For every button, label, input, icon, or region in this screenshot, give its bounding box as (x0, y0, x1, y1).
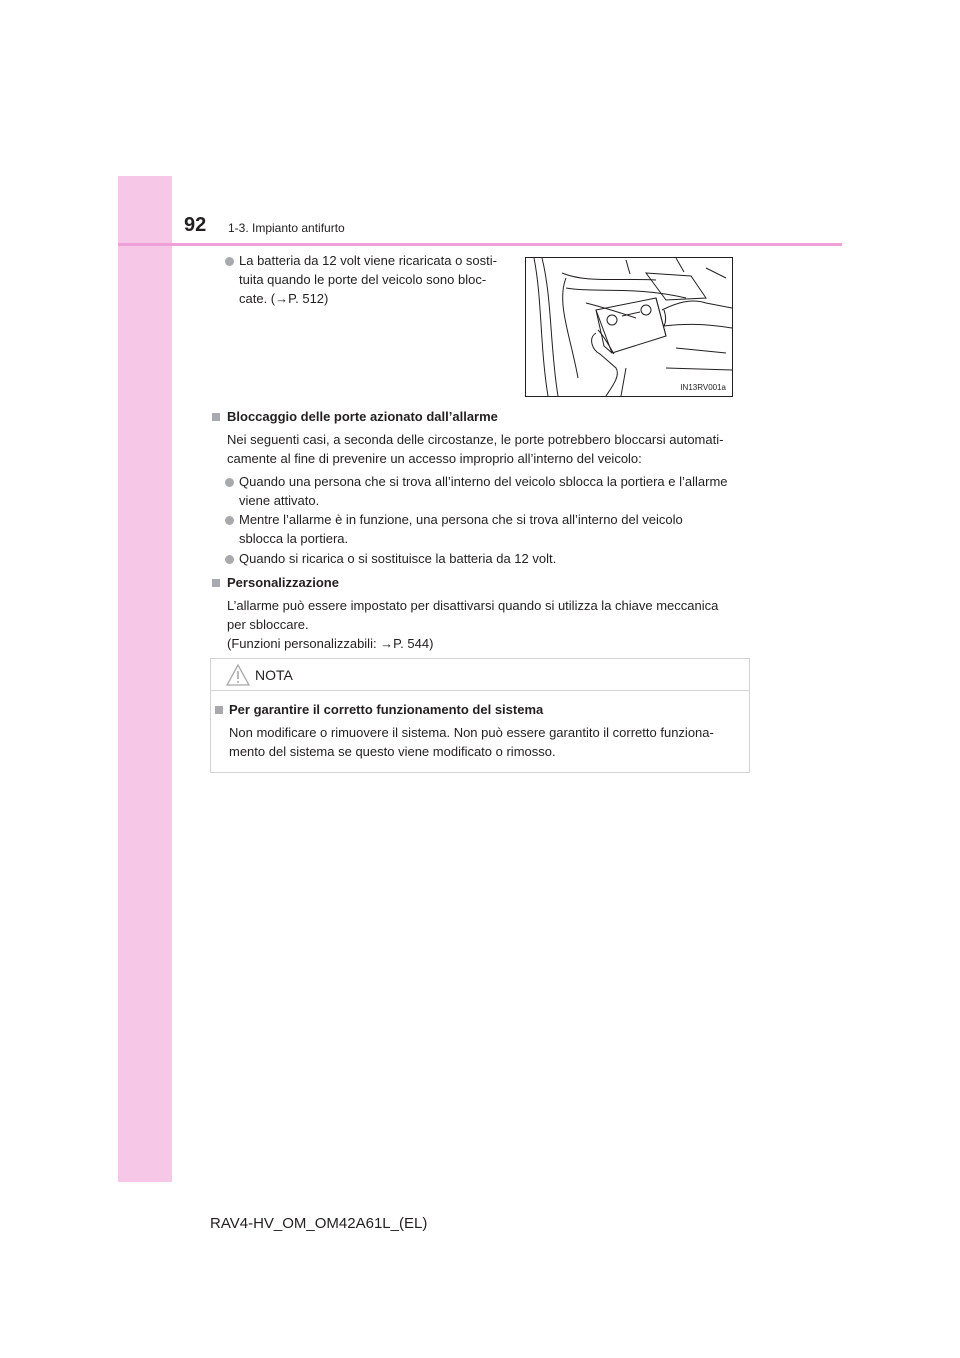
notice-body-line-2: mento del sistema se questo viene modificato o rimosso. (229, 744, 556, 759)
notice-divider (211, 690, 749, 691)
figure-code: IN13RV001a (680, 383, 726, 392)
page-number: 92 (184, 214, 207, 236)
notice-label: NOTA (255, 667, 293, 683)
intro-bullet-line-2: tuita quando le porte del veicolo sono bloc- (239, 272, 487, 287)
notice-title: Per garantire il corretto funzionamento del sistema (229, 702, 544, 717)
custom-body-line-3: (Funzioni personalizzabili: →P. 544) (227, 636, 434, 651)
chapter-side-band (118, 176, 172, 1182)
bullet-icon (225, 555, 234, 564)
header-rule (118, 243, 842, 246)
warning-triangle-icon (226, 664, 250, 686)
intro-bullet-line-1: La batteria da 12 volt viene ricaricata o sosti- (239, 253, 497, 268)
custom-section-title: Personalizzazione (227, 575, 339, 590)
bullet-icon (225, 478, 234, 487)
custom-body-line-1: L’allarme può essere impostato per disattivarsi quando si utilizza la chiave meccanica (227, 598, 719, 613)
section-square-icon (215, 706, 223, 714)
notice-box (210, 658, 750, 773)
lock-bullet-3-line-1: Quando si ricarica o si sostituisce la batteria da 12 volt. (239, 551, 557, 566)
custom-body-line-2: per sbloccare. (227, 617, 309, 632)
intro-bullet-line-3: cate. (→P. 512) (239, 291, 329, 306)
lock-bullet-2-line-2: sblocca la portiera. (239, 531, 349, 546)
lock-section-title: Bloccaggio delle porte azionato dall’allarme (227, 409, 498, 424)
lock-body-line-2: camente al fine di prevenire un accesso improprio all’interno del veicolo: (227, 451, 642, 466)
section-title: 1-3. Impianto antifurto (228, 221, 345, 235)
lock-body-line-1: Nei seguenti casi, a seconda delle circostanze, le porte potrebbero bloccarsi automati- (227, 432, 724, 447)
section-square-icon (212, 413, 220, 421)
lock-bullet-1-line-1: Quando una persona che si trova all’interno del veicolo sblocca la portiera e l’allarme (239, 474, 728, 489)
lock-bullet-2-line-1: Mentre l’allarme è in funzione, una persona che si trova all’interno del veicolo (239, 512, 683, 527)
bullet-icon (225, 257, 234, 266)
footer-code: RAV4-HV_OM_OM42A61L_(EL) (210, 1215, 428, 1232)
lock-bullet-1-line-2: viene attivato. (239, 493, 320, 508)
notice-body-line-1: Non modificare o rimuovere il sistema. Non può essere garantito il corretto funziona- (229, 725, 714, 740)
battery-illustration (525, 257, 733, 397)
bullet-icon (225, 516, 234, 525)
section-square-icon (212, 579, 220, 587)
battery-hands-drawing (526, 258, 732, 396)
